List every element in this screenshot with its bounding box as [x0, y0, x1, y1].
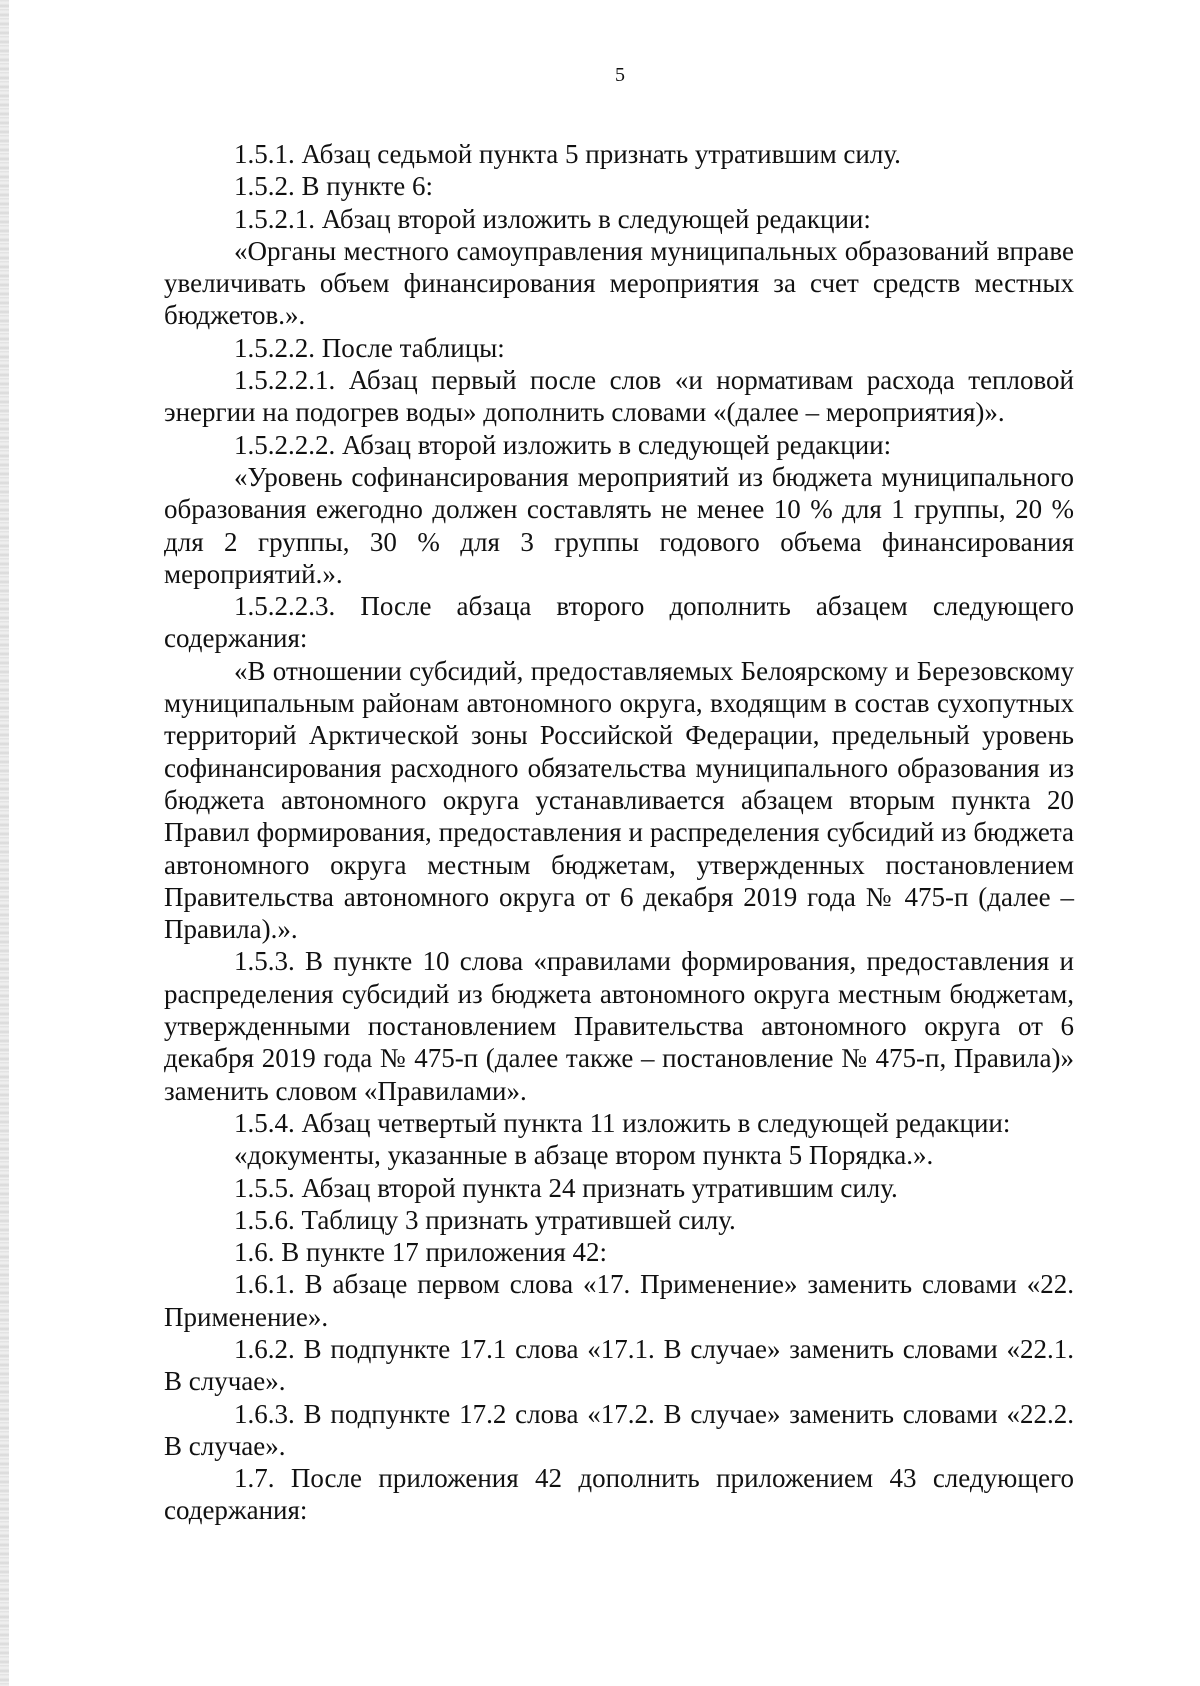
paragraph-1-5-6: 1.5.6. Таблицу 3 признать утратившей силу.	[234, 1204, 736, 1235]
paragraph-1-5-5: 1.5.5. Абзац второй пункта 24 признать утратившим силу.	[234, 1172, 898, 1203]
paragraph-1-5-1: 1.5.1. Абзац седьмой пункта 5 признать утратившим силу.	[234, 139, 901, 169]
quote-arctic-zone-subsidies: «В отношении субсидий, предоставляемых Белоярскому и Березовскому муниципальным районам автономного округа, входящим в состав сухопутных территорий Арктической зоны Российской Федерации, предельный уровень софинансирования расходного обязательства муниципального образования из бюджета автономного округа устанавливается абзацем вторым пункта 20 Правил формирования, предоставления и распределения субсидий из бюджета автономного округа местным бюджетам, утвержденных постановлением Правительства автономного округа от 6 декабря 2019 года № 475-п (далее – Правила).».	[164, 655, 1074, 945]
paragraph-1-5-3: 1.5.3. В пункте 10 слова «правилами формирования, предоставления и распределения субсидий из бюджета автономного округа местным бюджетам, утвержденными постановлением Правительства автономного округа от 6 декабря 2019 года № 475-п (далее также – постановление № 475-п, Правила)» заменить словом «Правилами».	[164, 946, 1074, 1106]
quote-cofinancing-level: «Уровень софинансирования мероприятий из бюджета муниципального образования ежегодно должен составлять не менее 10 % для 1 группы, 20 % для 2 группы, 30 % для 3 группы годового объема финансирования мероприятий.».	[164, 461, 1074, 589]
quote-documents: «документы, указанные в абзаце втором пункта 5 Порядка.».	[234, 1140, 934, 1171]
paragraph-1-5-2: 1.5.2. В пункте 6:	[234, 171, 433, 202]
paragraph-1-5-2-2-2: 1.5.2.2.2. Абзац второй изложить в следующей редакции:	[234, 429, 892, 460]
document-body	[164, 138, 1074, 1527]
paragraph-1-6-2: 1.6.2. В подпункте 17.1 слова «17.1. В случае» заменить словами «22.1. В случае».	[164, 1333, 1074, 1397]
paragraph-1-5-2-2-3: 1.5.2.2.3. После абзаца второго дополнить абзацем следующего содержания:	[164, 591, 1074, 654]
paragraph-1-5-2-2: 1.5.2.2. После таблицы:	[234, 332, 505, 363]
page-number: 5	[615, 64, 625, 86]
paragraph-1-6: 1.6. В пункте 17 приложения 42:	[234, 1237, 608, 1268]
paragraph-1-5-2-2-1: 1.5.2.2.1. Абзац первый после слов «и нормативам расхода тепловой энергии на подогрев воды» дополнить словами «(далее – мероприятия)».	[164, 365, 1074, 428]
paragraph-1-5-2-1: 1.5.2.1. Абзац второй изложить в следующей редакции:	[234, 203, 871, 234]
paragraph-1-5-4: 1.5.4. Абзац четвертый пункта 11 изложить в следующей редакции:	[234, 1107, 1011, 1138]
scan-edge-artifact	[0, 0, 9, 1686]
paragraph-1-6-3: 1.6.3. В подпункте 17.2 слова «17.2. В случае» заменить словами «22.2. В случае».	[164, 1398, 1074, 1461]
quote-local-government: «Органы местного самоуправления муниципальных образований вправе увеличивать объем финансирования мероприятия за счет средств местных бюджетов.».	[164, 235, 1074, 331]
paragraph-1-7: 1.7. После приложения 42 дополнить приложением 43 следующего содержания:	[164, 1463, 1074, 1526]
paragraph-1-6-1: 1.6.1. В абзаце первом слова «17. Применение» заменить словами «22. Применение».	[164, 1269, 1074, 1332]
